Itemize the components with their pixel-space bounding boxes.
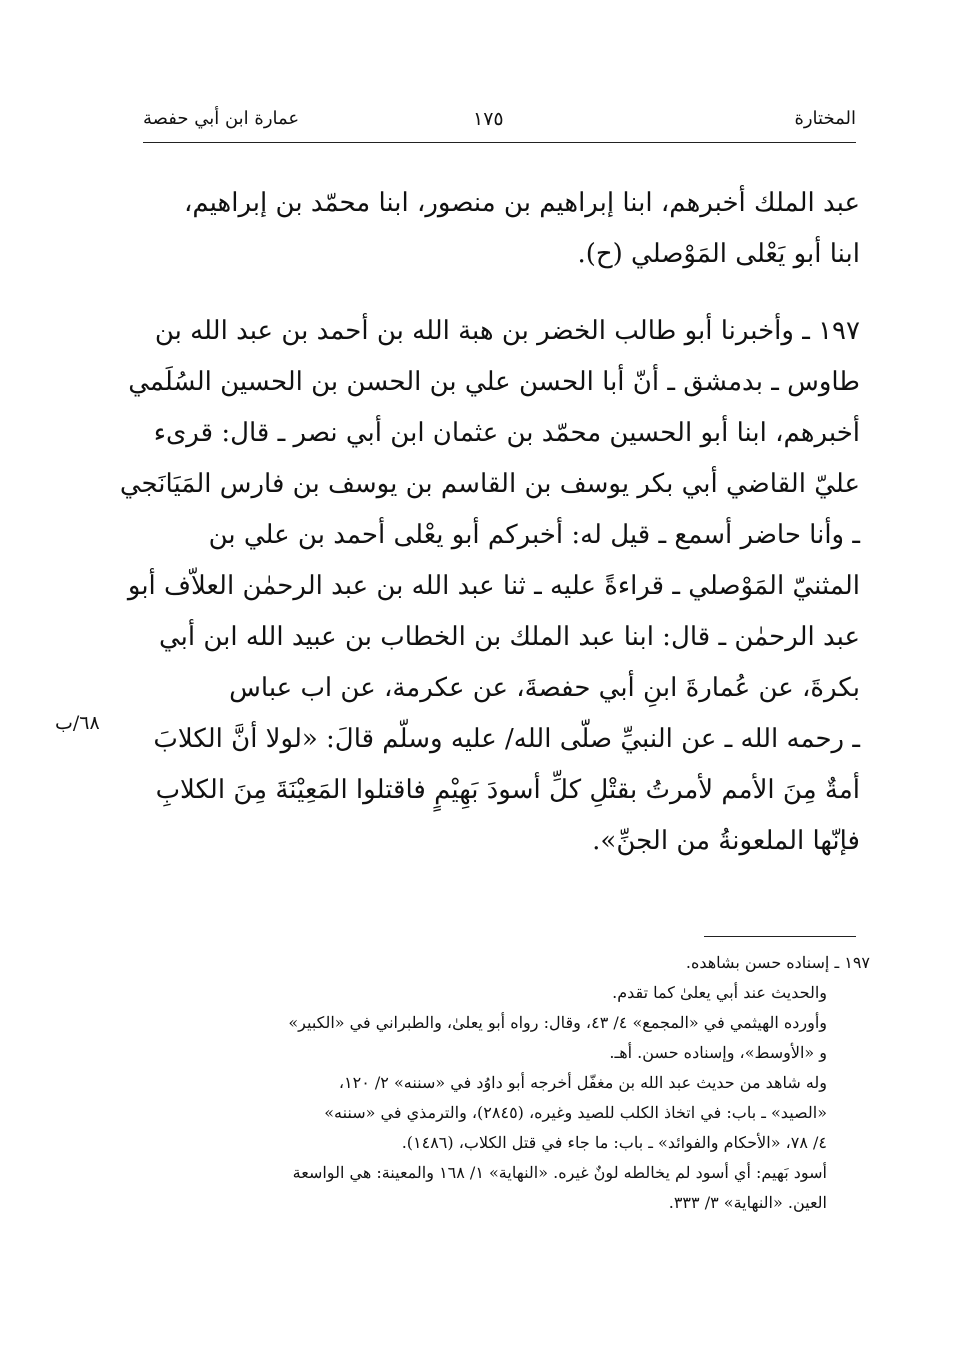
footnotes [118, 948, 870, 1218]
footnote-line: العين. «النهاية» ٣/ ٣٣٣. [668, 1193, 827, 1212]
text-line: ١٩٧ ـ وأخبرنا أبو طالب الخضر بن هبة الله بن أحمد بن عبد الله بن [154, 316, 860, 346]
page-number: ١٧٥ [473, 108, 504, 130]
footnote-line: وله شاهد من حديث عبد الله بن مغفّل أخرجه أبو داوُد في «سننه» ٢/ ١٢٠، [338, 1073, 827, 1092]
text-line: فإنّها الملعونةُ من الجنِّ». [592, 826, 860, 856]
footnote-separator [704, 936, 856, 937]
footnote-line: وأورده الهيثمي في «المجمع» ٤/ ٤٣، وقال: رواه أبو يعلىٰ، والطبراني في «الكبير» [288, 1013, 827, 1032]
text-line: ـ رحمه الله ـ عن النبيِّ صلّى الله/ عليه وسلّم قالَ: «لولا أنَّ الكلابَ [153, 724, 860, 754]
text-line: بكرةَ، عن عُمارةَ ابنِ أبي حفصةَ، عن عكرمة، عن اب عباس [229, 673, 860, 703]
text-line: طاوس ـ بدمشق ـ أنّ أبا الحسن علي بن الحسن بن الحسين السُلَمي [128, 367, 860, 397]
text-line: المثنيّ المَوْصلي ـ قراءةً عليه ـ ثنا عبد الله بن عبد الرحمٰن العلاّف أبو [127, 571, 860, 601]
footnote-line: ٤/ ٧٨، «الأحكام والفوائد» ـ باب: ما جاء في قتل الكلاب، (١٤٨٦). [401, 1133, 827, 1152]
footnote-line: «الصيد» ـ باب: في اتخاذ الكلب للصيد وغيره، (٢٨٤٥)، والترمذي في «سننه» [324, 1103, 827, 1122]
hadith-paragraph [119, 306, 860, 867]
footnote-line: ١٩٧ ـ إسناده حسن بشاهده. [685, 953, 870, 972]
manuscript-folio-note: ٦٨/ب [55, 712, 100, 734]
text-line: أخبرهم، ابنا أبو الحسين محمّد بن عثمان ابن أبي نصر ـ قال: قرىء [153, 418, 860, 448]
text-line: عليّ القاضي أبي بكر يوسف بن القاسم بن يوسف بن فارس المَيَانَجي [119, 469, 860, 499]
text-line: ابنا أبو يَعْلى المَوْصلي (ح). [577, 239, 860, 269]
main-text [119, 178, 860, 867]
header-chapter-title: عمارة ابن أبي حفصة [143, 108, 300, 129]
footnote-line: و «الأوسط»، وإسناده حسن. أهـ. [609, 1043, 827, 1062]
footnote-line: أسود بَهيم: أي أسود لم يخالطه لونٌ غيره. «النهاية» ١/ ١٦٨ والمعينة: هي الواسعة [292, 1163, 827, 1182]
text-line: ـ وأنا حاضر أسمع ـ قيل له: أخبركم أبو يعْلى أحمد بن علي بن [208, 520, 860, 550]
running-header [143, 108, 856, 143]
text-line: عبد الملك أخبرهم، ابنا إبراهيم بن منصور، ابنا محمّد بن إبراهيم، [183, 188, 860, 218]
text-line: عبد الرحمٰن ـ قال: ابنا عبد الملك بن الخطاب بن عبيد الله ابن أبي [158, 622, 860, 652]
footnote-line: والحديث عند أبي يعلىٰ كما تقدم. [612, 983, 827, 1002]
text-line: أمةٌ مِنَ الأمم لأمرتُ بقتْلِ كلِّ أسودَ بَهِيْمٍ فاقتلوا المَعِيْنَةَ مِنَ الكلابِ [155, 775, 860, 805]
header-book-title: المختارة [794, 108, 856, 129]
